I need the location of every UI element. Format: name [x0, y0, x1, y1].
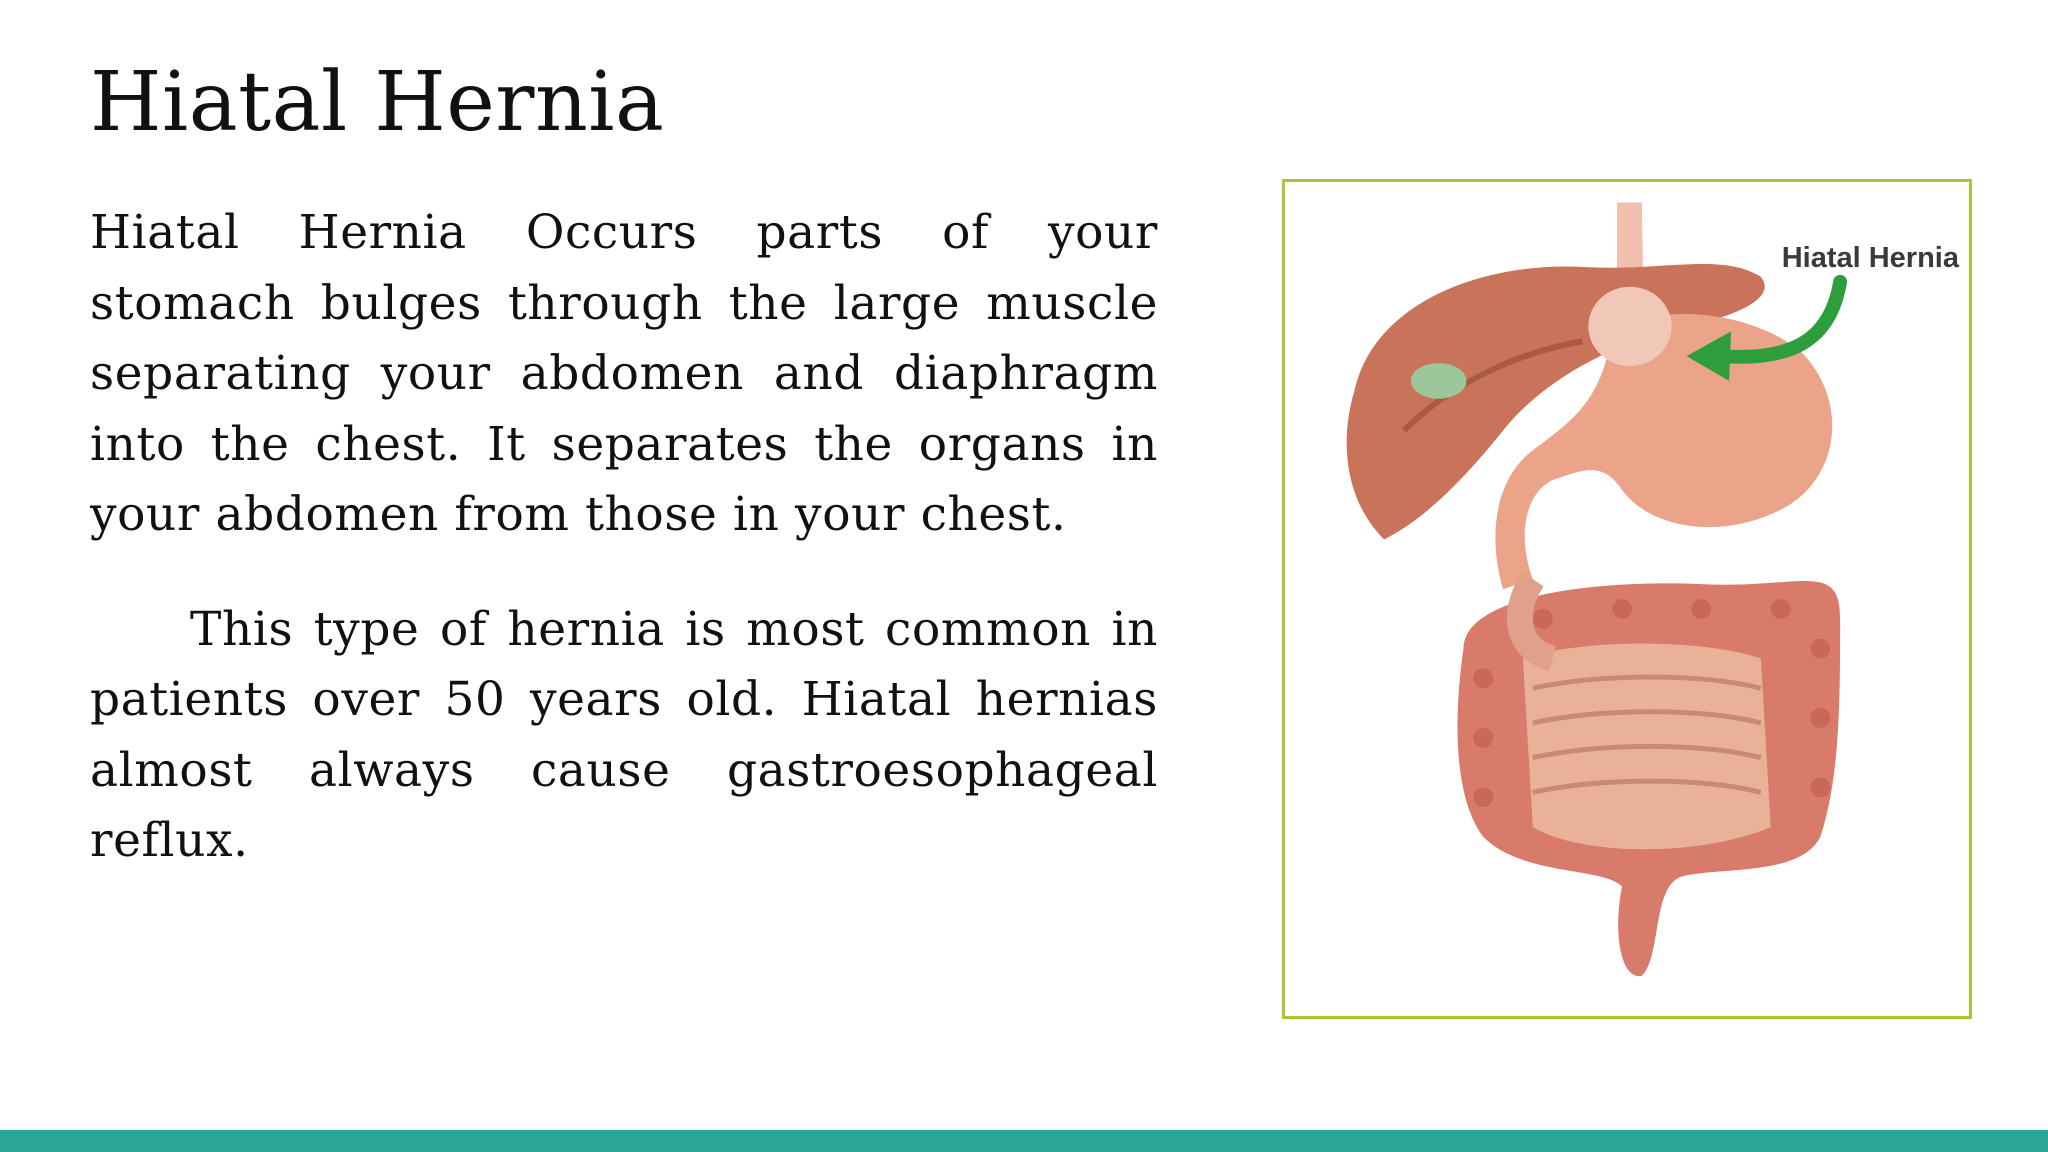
accent-bar: [0, 1130, 2048, 1152]
herniated-stomach: [1588, 287, 1671, 366]
digestive-system-illustration: [1285, 182, 1969, 1016]
paragraph-1: Hiatal Hernia Occurs parts of your stomach bulges through the large muscle separating your abdomen and diaphragm into the chest. It separates the organs in your abdomen from those in your chest.: [90, 205, 1158, 542]
slide-title: Hiatal Hernia: [90, 55, 665, 150]
gallbladder: [1411, 363, 1467, 399]
paragraph-2: This type of hernia is most common in patients over 50 years old. Hiatal hernias almost always cause gastroesophageal reflux.: [90, 601, 1158, 868]
hernia-illustration: [1282, 179, 1972, 1019]
figure-label: Hiatal Hernia: [1781, 242, 1959, 274]
body-text: [90, 198, 1158, 877]
